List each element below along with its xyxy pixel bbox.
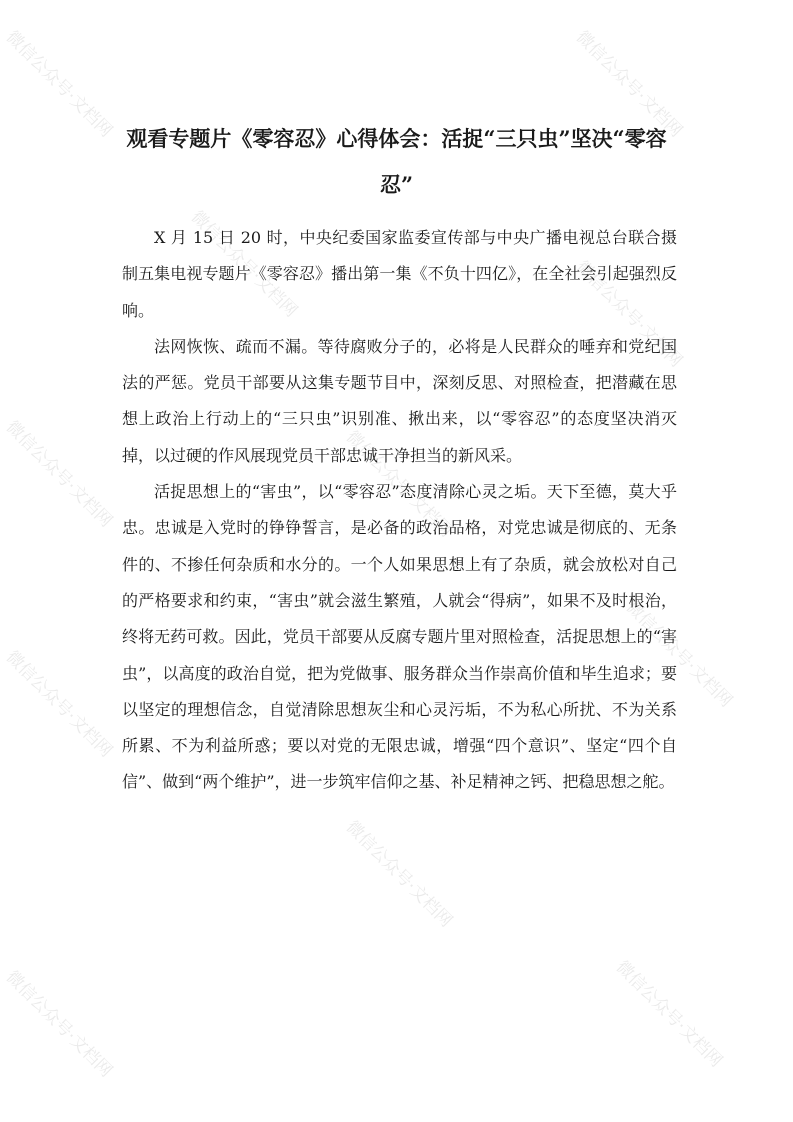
watermark-text: 微信公众号·文档网 xyxy=(1,417,117,532)
watermark-text: 微信公众号·文档网 xyxy=(341,817,457,932)
watermark-text: 微信公众号·文档网 xyxy=(1,647,117,762)
paragraph: 活捉思想上的“害虫”，以“零容忍”态度清除心灵之垢。天下至德，莫大乎忠。忠诚是入党时的铮铮誓言，是必备的政治品格，对党忠诚是彻底的、无条件的、不掺任何杂质和水分的。一个人如果思想上有了杂质，就会放松对自己的严格要求和约束，“害虫”就会滋生繁殖，人就会“得病”，如果不及时根治，终将无药可救。因此，党员干部要从反腐专题片里对照检查，活捉思想上的“害虫”，以高度的政治自觉，把为党做事、服务群众当作崇高价值和毕生追求；要以坚定的理想信念，自觉清除思想灰尘和心灵污垢，不为私心所扰、不为关系所累、不为利益所惑；要以对党的无限忠诚，增强“四个意识”、坚定“四个自信”、做到“两个维护”，进一步筑牢信仰之基、补足精神之钙、把稳思想之舵。 xyxy=(122,482,677,792)
watermark-text: 微信公众号·文档网 xyxy=(1,967,117,1082)
watermark-text: 微信公众号·文档网 xyxy=(571,257,687,372)
watermark-text: 微信公众号·文档网 xyxy=(621,597,737,712)
document-body xyxy=(122,220,677,801)
paragraph: 法网恢恢、疏而不漏。等待腐败分子的，必将是人民群众的唾弃和党纪国法的严惩。党员干部要从这集专题节目中，深刻反思、对照检查，把潜藏在思想上政治上行动上的“三只虫”识别准、揪出来，以“零容忍”的态度坚决消灭掉，以过硬的作风展现党员干部忠诚干净担当的新风采。 xyxy=(122,336,677,465)
watermark-text: 微信公众号·文档网 xyxy=(1,27,117,142)
watermark-text: 微信公众号·文档网 xyxy=(611,957,727,1072)
watermark-text: 微信公众号·文档网 xyxy=(571,27,687,142)
watermark-text: 微信公众号·文档网 xyxy=(341,427,457,542)
document-title: 观看专题片《零容忍》心得体会：活捉“三只虫”坚决“零容忍” xyxy=(126,126,667,197)
watermark-text: 微信公众号·文档网 xyxy=(186,207,302,322)
paragraph: X 月 15 日 20 时，中央纪委国家监委宣传部与中央广播电视总台联合摄制五集电视专题片《零容忍》播出第一集《不负十四亿》，在全社会引起强烈反响。 xyxy=(122,228,677,320)
